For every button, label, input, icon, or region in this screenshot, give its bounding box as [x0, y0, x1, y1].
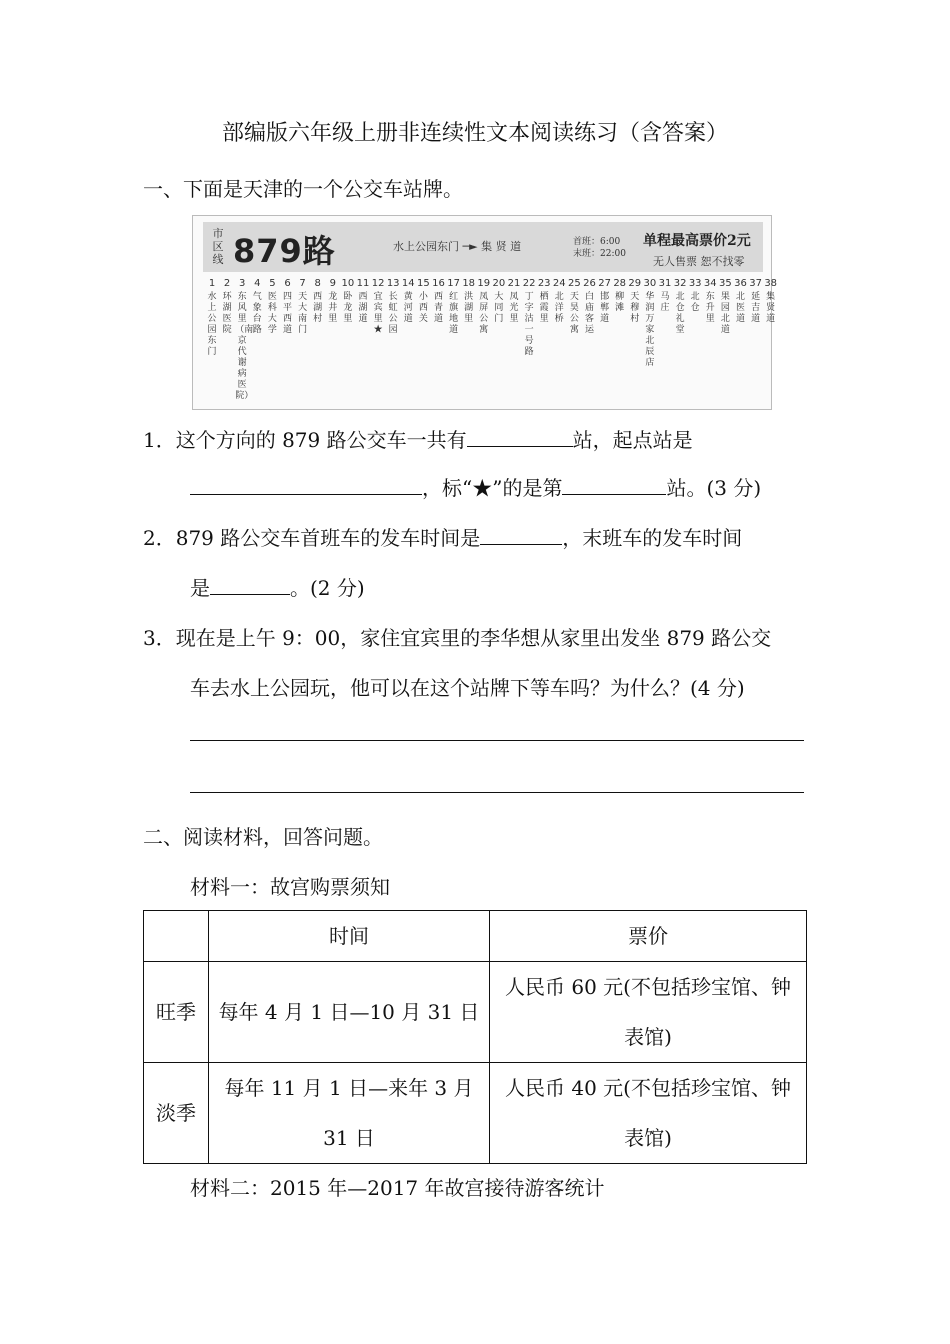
material2-title: 2015 年—2017 年故宫接待游客统计	[270, 1176, 605, 1200]
bus-stop-number: 24	[552, 278, 566, 289]
table-header-price: 票价	[490, 911, 807, 962]
q1-blank-star[interactable]	[562, 474, 666, 495]
bus-stop-number: 35	[719, 278, 732, 289]
bus-stop-name: 小西关	[418, 292, 428, 324]
bus-stop-number: 9	[329, 278, 336, 289]
bus-stop-name: 天昊公寓	[569, 292, 579, 335]
bus-stop-name: 邯郸道	[600, 292, 610, 324]
bus-stop-name: 长虹公园	[388, 292, 398, 335]
bus-stop	[734, 278, 748, 325]
bus-stop-number: 3	[239, 278, 246, 289]
table-row	[144, 1063, 807, 1164]
off-time-line2: 31 日	[323, 1126, 375, 1150]
bus-stop-number: 11	[356, 278, 370, 289]
bus-stop-number: 12	[371, 278, 385, 289]
bus-stop	[552, 278, 566, 325]
bus-stop-number: 14	[401, 278, 415, 289]
bus-stop-number: 15	[417, 278, 430, 289]
question-3-line1: 3．现在是上午 9：00，家住宜宾里的李华想从家里出发坐 879 路公交	[143, 626, 772, 650]
bus-stop	[749, 278, 763, 325]
section2-heading: 二、阅读材料，回答问题。	[143, 825, 383, 849]
bus-stop-number: 7	[299, 278, 306, 289]
bus-stop-name: 气象台路	[252, 292, 262, 335]
bus-stop	[492, 278, 506, 325]
bus-stop	[416, 278, 430, 325]
bus-stop-number: 27	[598, 278, 611, 289]
off-price-line2: 表馆)	[624, 1126, 672, 1150]
ticket-table	[143, 910, 807, 1164]
bus-zone: 市区线	[212, 227, 224, 266]
bus-stop-number: 32	[673, 278, 687, 289]
bus-stop	[703, 278, 717, 325]
bus-stop-name: 白庙客运	[584, 292, 594, 335]
bus-stop	[673, 278, 687, 336]
page-title: 部编版六年级上册非连续性文本阅读练习（含答案）	[221, 121, 728, 146]
bus-stop-name: 四平西道	[282, 292, 292, 335]
bus-stop	[281, 278, 295, 336]
bus-stop	[326, 278, 340, 325]
q1-blank-count[interactable]	[467, 426, 573, 447]
material2-heading	[190, 1172, 605, 1201]
material1-label: 材料一：	[190, 875, 270, 899]
q1-text-d: 站。(3 分)	[666, 476, 762, 500]
q2-text-d: 。(2 分)	[290, 576, 365, 600]
bus-stop-number: 10	[341, 278, 355, 289]
q2-text-b: ，末班车的发车时间	[562, 526, 743, 550]
q1-text-a: 1．这个方向的 879 路公交车一共有	[143, 428, 467, 452]
bus-stop-number: 13	[386, 278, 400, 289]
bus-stop-number: 18	[462, 278, 476, 289]
last-bus-time: 末班：22:00	[573, 249, 626, 259]
bus-stop-name: 北医道	[735, 292, 745, 324]
season-off: 淡季	[144, 1063, 209, 1164]
bus-sign-header	[203, 222, 763, 272]
table-header-time: 时间	[209, 911, 490, 962]
bus-stop	[311, 278, 325, 325]
bus-stop	[205, 278, 219, 358]
bus-stop-name: 洪湖里	[464, 292, 474, 324]
answer-line-2[interactable]	[190, 792, 804, 793]
bus-stop-name: 红旗地道	[449, 292, 459, 335]
off-price-line1: 人民币 40 元(不包括珍宝馆、钟	[505, 1076, 791, 1100]
question-1-line2	[190, 472, 761, 501]
question-1-line1	[143, 424, 693, 453]
bus-stop-number: 36	[734, 278, 747, 289]
bus-price: 单程最高票价2元	[643, 233, 751, 249]
bus-stop-name: 果园北道	[720, 292, 730, 335]
off-time	[209, 1063, 490, 1164]
material2-label: 材料二：	[190, 1176, 270, 1200]
bus-stop-number: 31	[658, 278, 672, 289]
off-time-line1: 每年 11 月 1 日—来年 3 月	[224, 1076, 474, 1100]
bus-stop-name: 龙井里	[328, 292, 338, 324]
bus-stop-name: 马庄	[660, 292, 670, 313]
bus-stop	[507, 278, 521, 325]
bus-stop	[220, 278, 234, 336]
bus-route-number: 879路	[233, 232, 336, 270]
bus-stop	[522, 278, 536, 358]
bus-stop	[658, 278, 672, 314]
section1-heading: 一、下面是天津的一个公交车站牌。	[143, 177, 463, 201]
bus-stop-name: 西湖村	[313, 292, 323, 324]
question-3-line2: 车去水上公园玩，他可以在这个站牌下等车吗？为什么？(4 分)	[190, 676, 745, 700]
bus-stop	[401, 278, 415, 325]
q1-text-c: ，标“★”的是第	[422, 476, 563, 500]
q1-text-b: 站，起点站是	[572, 428, 693, 452]
bus-stop	[613, 278, 627, 314]
bus-stop-number: 4	[254, 278, 261, 289]
bus-stop-name: 集贤道	[766, 292, 776, 324]
material1-heading	[190, 871, 390, 900]
q2-text-c: 是	[190, 576, 210, 600]
bus-stop-name: 医科大学	[267, 292, 277, 335]
bus-stop-name: 大同门	[494, 292, 504, 324]
q1-blank-start[interactable]	[190, 474, 422, 495]
bus-stop-name: 西青道	[433, 292, 443, 324]
bus-stop-number: 37	[749, 278, 762, 289]
bus-stop-number: 2	[223, 278, 231, 289]
bus-stop	[688, 278, 702, 314]
bus-stop	[718, 278, 732, 336]
bus-stop-name: 延吉道	[751, 292, 761, 324]
table-row	[144, 962, 807, 1063]
bus-stop	[447, 278, 461, 336]
bus-stop-number: 20	[492, 278, 506, 289]
bus-stop	[643, 278, 657, 369]
bus-stop	[235, 278, 254, 402]
bus-stop-number: 8	[314, 278, 321, 289]
bus-stop-name: 柳滩	[615, 292, 625, 313]
season-peak: 旺季	[144, 962, 209, 1063]
bus-stop-number: 22	[522, 278, 536, 289]
bus-stop	[462, 278, 476, 325]
bus-stop-number: 26	[583, 278, 596, 289]
bus-stop-name: 北洋桥	[554, 292, 564, 324]
bus-stop-list	[205, 278, 778, 408]
bus-stop-number: 38	[764, 278, 778, 289]
bus-stop-name: 天大南门	[298, 292, 308, 335]
bus-stop-number: 1	[208, 278, 216, 289]
bus-stop-number: 19	[477, 278, 491, 289]
bus-stop-number: 34	[703, 278, 717, 289]
bus-stop	[341, 278, 355, 325]
bus-stop	[250, 278, 264, 336]
bus-stop-name: 凤屏公寓	[479, 292, 489, 335]
off-price	[490, 1063, 807, 1164]
peak-price	[490, 962, 807, 1063]
bus-stop	[628, 278, 642, 325]
bus-stop	[356, 278, 370, 325]
bus-stop	[477, 278, 491, 336]
bus-stop-number: 28	[613, 278, 627, 289]
bus-stop	[537, 278, 551, 325]
bus-stop-number: 23	[537, 278, 551, 289]
peak-price-line1: 人民币 60 元(不包括珍宝馆、钟	[505, 975, 791, 999]
bus-stop	[432, 278, 446, 325]
bus-stop-number: 25	[568, 278, 581, 289]
bus-stop-name: 凤光里	[509, 292, 519, 324]
question-2-line2	[190, 572, 365, 601]
bus-stop	[371, 278, 385, 336]
bus-stop-name: 北仓	[690, 292, 700, 313]
bus-stop-sign	[192, 215, 778, 410]
bus-stop-number: 17	[447, 278, 460, 289]
peak-price-line2: 表馆)	[624, 1025, 672, 1049]
table-header-row	[144, 911, 807, 962]
bus-stop-name: 宜宾里★	[373, 292, 383, 335]
bus-stop	[764, 278, 778, 325]
bus-stop-number: 21	[507, 278, 521, 289]
bus-price-note: 无人售票 恕不找零	[653, 255, 745, 268]
bus-stop-number: 6	[284, 278, 291, 289]
bus-stop-name: 北仓礼堂	[675, 292, 685, 335]
q2-text-a: 2．879 路公交车首班车的发车时间是	[143, 526, 481, 550]
bus-stop	[567, 278, 581, 336]
bus-stop-name: 东风里（南京代谢病医院）	[235, 292, 254, 401]
answer-line-1[interactable]	[190, 740, 804, 741]
bus-stop	[386, 278, 400, 336]
bus-stop	[598, 278, 612, 325]
bus-stop-name: 丁字沽一号路	[524, 292, 534, 357]
bus-stop-name: 栖霞里	[539, 292, 549, 324]
bus-stop-name: 西湖道	[358, 292, 368, 324]
bus-stop-name: 黄河道	[403, 292, 413, 324]
material1-title: 故宫购票须知	[270, 875, 390, 899]
first-bus-time: 首班：6:00	[573, 237, 621, 247]
bus-stop-name: 华润万家北辰店	[645, 292, 655, 368]
table-header-empty	[144, 911, 209, 962]
bus-stop-name: 卧龙里	[343, 292, 353, 324]
bus-stop-number: 33	[688, 278, 702, 289]
bus-stop-number: 29	[628, 278, 642, 289]
question-2-line1	[143, 522, 742, 551]
bus-stop-number: 16	[432, 278, 445, 289]
q2-blank-last[interactable]	[210, 574, 290, 595]
bus-stop	[583, 278, 597, 336]
bus-stop-name: 东升里	[705, 292, 715, 324]
bus-stop-name: 天穆村	[630, 292, 640, 324]
bus-times	[573, 236, 626, 260]
bus-direction: 水上公园东门 ─► 集 贤 道	[393, 240, 522, 253]
bus-stop-name: 环湖医院	[222, 292, 232, 335]
bus-stop-number: 30	[643, 278, 657, 289]
q2-blank-first[interactable]	[480, 524, 562, 545]
bus-stop-name: 水上公园东门	[207, 292, 217, 357]
peak-time: 每年 4 月 1 日—10 月 31 日	[209, 962, 490, 1063]
bus-stop	[265, 278, 279, 336]
bus-stop-number: 5	[269, 278, 276, 289]
bus-stop	[296, 278, 310, 336]
